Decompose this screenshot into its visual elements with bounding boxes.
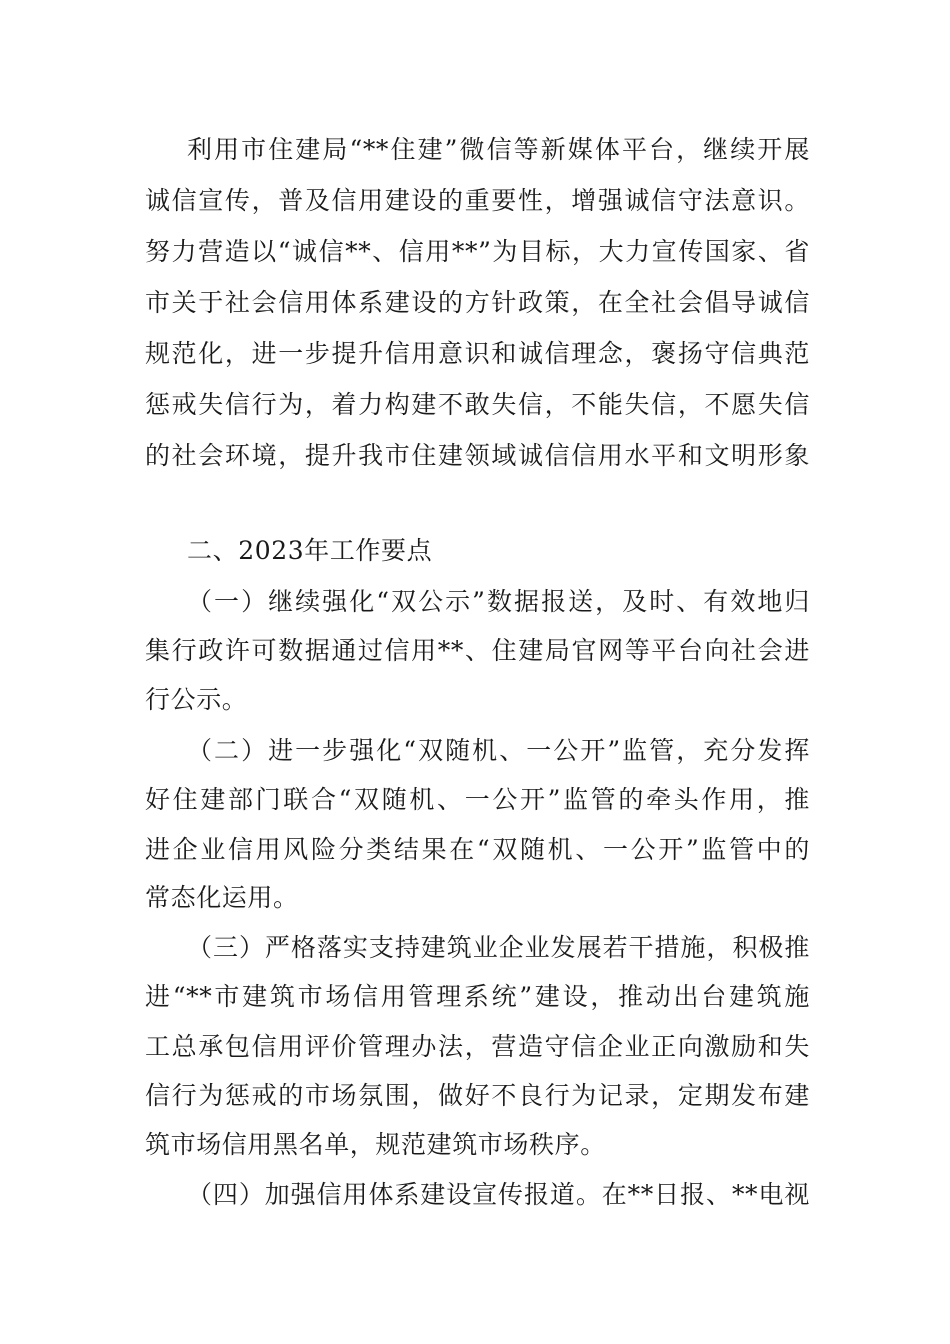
text-line: 集行政许可数据通过信用**、住建局官网等平台向社会进 [145,636,810,665]
text-line: 诚信宣传，普及信用建设的重要性，增强诚信守法意识。 [145,186,810,215]
text-line: 的社会环境，提升我市住建领域诚信信用水平和文明形象 [145,441,810,470]
text-line: 工总承包信用评价管理办法，营造守信企业正向激励和失 [145,1032,810,1061]
text-line: 利用市住建局“**住建”微信等新媒体平台，继续开展 [187,135,810,164]
text-line: 筑市场信用黑名单，规范建筑市场秩序。 [145,1130,606,1159]
text-line: （三）严格落实支持建筑业企业发展若干措施，积极推 [187,933,810,962]
text-line: 好住建部门联合“双随机、一公开”监管的牵头作用，推 [145,785,810,814]
text-line: 常态化运用。 [145,883,299,912]
text-line: 市关于社会信用体系建设的方针政策，在全社会倡导诚信 [145,288,810,317]
text-line: 行公示。 [145,685,248,714]
text-line: （二）进一步强化“双随机、一公开”监管，充分发挥 [187,736,810,765]
text-line: 规范化，进一步提升信用意识和诚信理念，褒扬守信典范 [145,339,810,368]
section-heading: 二、2023年工作要点 [187,536,433,565]
text-line: 努力营造以“诚信**、信用**”为目标，大力宣传国家、省 [145,237,810,266]
text-line: 进企业信用风险分类结果在“双随机、一公开”监管中的 [145,835,810,864]
text-line: （一）继续强化“双公示”数据报送，及时、有效地归 [187,587,810,616]
text-line: （四）加强信用体系建设宣传报道。在**日报、**电视 [187,1180,810,1209]
text-line: 进“**市建筑市场信用管理系统”建设，推动出台建筑施 [145,982,810,1011]
text-line: 惩戒失信行为，着力构建不敢失信，不能失信，不愿失信 [145,390,810,419]
text-line: 信行为惩戒的市场氛围，做好不良行为记录，定期发布建 [145,1081,810,1110]
